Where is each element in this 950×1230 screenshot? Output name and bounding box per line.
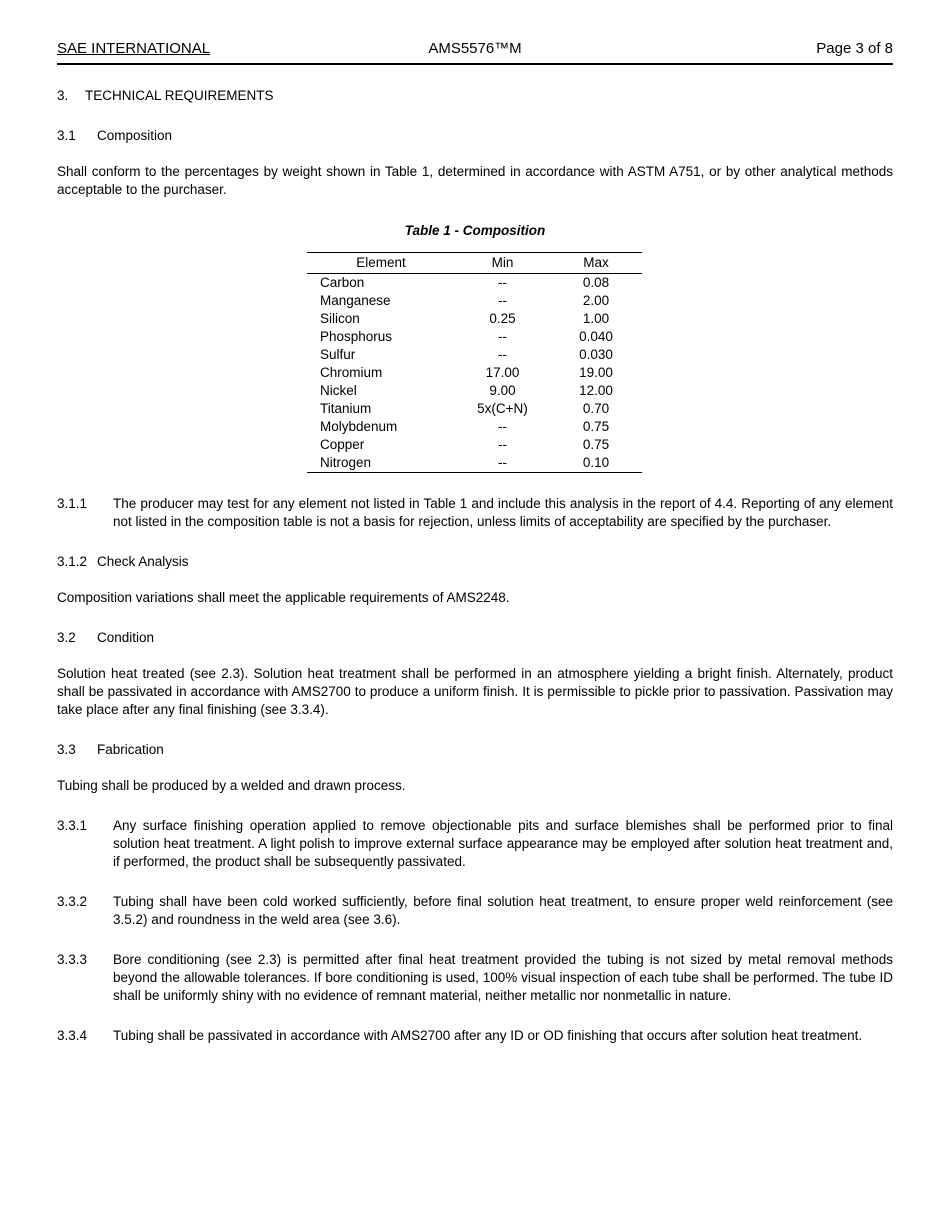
element-cell: Sulfur: [320, 347, 356, 362]
min-cell: 5x(C+N): [477, 401, 528, 416]
header-page-number: Page 3 of 8: [816, 40, 893, 57]
paragraph-number: 3.3.3: [57, 952, 88, 967]
table-row: [307, 382, 642, 400]
paragraph-3-1-2: Composition variations shall meet the applicable requirements of AMS2248.: [57, 590, 510, 605]
paragraph-3-3: Tubing shall be produced by a welded and drawn process.: [57, 778, 406, 793]
section-title: Condition: [97, 630, 155, 645]
table-row: [307, 436, 642, 454]
section-title: Check Analysis: [97, 554, 189, 569]
composition-table-body: [307, 274, 642, 473]
min-cell: --: [498, 419, 507, 434]
table-1-title: Table 1 - Composition: [404, 223, 546, 238]
column-header-max: Max: [583, 255, 609, 270]
paragraph-3-2: Solution heat treated (see 2.3). Solution heat treatment shall be performed in an atmosphere yielding a bright finish. Alternately, product shall be passivated in accordance with AMS2700 to produce a uniform finish. It is permissible to pickle prior to passivation. Passivation may take place after any final finishing (see 3.3.4).: [57, 666, 893, 717]
max-cell: 0.08: [582, 275, 610, 290]
section-number: 3.3: [57, 742, 76, 757]
max-cell: 2.00: [582, 293, 610, 308]
paragraph-3-3-4: [57, 1027, 893, 1045]
min-cell: --: [498, 437, 507, 452]
column-header-min: Min: [491, 255, 514, 270]
paragraph-3-3-2: [57, 893, 893, 929]
section-3-1-2-heading: [57, 553, 893, 571]
paragraph-3-1-1: [57, 495, 893, 531]
table-row: [307, 418, 642, 436]
header-document-number: AMS5576™M: [428, 40, 522, 57]
section-title: TECHNICAL REQUIREMENTS: [85, 88, 274, 103]
section-3-heading: [57, 87, 893, 105]
max-cell: 0.70: [582, 401, 610, 416]
element-cell: Phosphorus: [320, 329, 393, 344]
table-row: [307, 328, 642, 346]
table-row: [307, 274, 642, 293]
column-header-element: Element: [356, 255, 406, 270]
min-cell: 17.00: [485, 365, 520, 380]
element-cell: Silicon: [320, 311, 360, 326]
paragraph-text: Any surface finishing operation applied to remove objectionable pits and surface blemishes shall be performed prior to final solution heat treatment. A light polish to improve external surface appearance may be employed after solution heat treatment and, if performed, the product shall be subsequently passivated.: [113, 818, 893, 869]
min-cell: --: [498, 275, 507, 290]
paragraph-number: 3.3.1: [57, 818, 88, 833]
table-row: [307, 364, 642, 382]
table-header-row: [307, 253, 642, 274]
section-title: Fabrication: [97, 742, 164, 757]
section-number: 3.: [57, 88, 69, 103]
section-3-2-heading: [57, 629, 893, 647]
paragraph-text: Tubing shall have been cold worked sufficiently, before final solution heat treatment, to ensure proper weld reinforcement (see 3.5.2) and roundness in the weld area (see 3.6).: [113, 894, 893, 927]
element-cell: Molybdenum: [320, 419, 398, 434]
table-row: [307, 400, 642, 418]
paragraph-number: 3.3.2: [57, 894, 88, 909]
max-cell: 1.00: [582, 311, 610, 326]
max-cell: 0.040: [579, 329, 613, 344]
element-cell: Titanium: [320, 401, 372, 416]
section-number: 3.2: [57, 630, 76, 645]
element-cell: Copper: [320, 437, 365, 452]
element-cell: Chromium: [320, 365, 383, 380]
table-row: [307, 310, 642, 328]
table-row: [307, 346, 642, 364]
max-cell: 0.75: [582, 437, 610, 452]
section-3-1-heading: [57, 127, 893, 145]
page-header: [57, 40, 893, 65]
paragraph-number: 3.1.1: [57, 496, 88, 511]
min-cell: 0.25: [489, 311, 516, 326]
element-cell: Carbon: [320, 275, 365, 290]
element-cell: Manganese: [320, 293, 391, 308]
max-cell: 12.00: [579, 383, 613, 398]
paragraph-number: 3.3.4: [57, 1028, 88, 1043]
paragraph-3-1: Shall conform to the percentages by weight shown in Table 1, determined in accordance with ASTM A751, or by other analytical methods acceptable to the purchaser.: [57, 164, 893, 197]
min-cell: 9.00: [489, 383, 516, 398]
table-row: [307, 454, 642, 473]
section-number: 3.1.2: [57, 554, 88, 569]
section-number: 3.1: [57, 128, 76, 143]
paragraph-3-3-3: [57, 951, 893, 1005]
max-cell: 0.75: [582, 419, 610, 434]
min-cell: --: [498, 455, 507, 470]
element-cell: Nitrogen: [320, 455, 372, 470]
paragraph-3-3-1: [57, 817, 893, 871]
max-cell: 0.030: [579, 347, 613, 362]
header-organization: SAE INTERNATIONAL: [57, 40, 211, 57]
section-3-3-heading: [57, 741, 893, 759]
max-cell: 19.00: [579, 365, 613, 380]
min-cell: --: [498, 293, 507, 308]
min-cell: --: [498, 347, 507, 362]
paragraph-text: The producer may test for any element not listed in Table 1 and include this analysis in the report of 4.4. Reporting of any element not listed in the composition table is not a basis for rejection, unless limits of acceptability are specified by the purchaser.: [113, 496, 893, 529]
table-row: [307, 292, 642, 310]
max-cell: 0.10: [582, 455, 610, 470]
composition-table: [307, 252, 642, 473]
section-title: Composition: [97, 128, 173, 143]
min-cell: --: [498, 329, 507, 344]
paragraph-text: Tubing shall be passivated in accordance with AMS2700 after any ID or OD finishing that occurs after solution heat treatment.: [113, 1028, 863, 1043]
paragraph-text: Bore conditioning (see 2.3) is permitted after final heat treatment provided the tubing is not sized by metal removal methods beyond the allowable tolerances. If bore conditioning is used, 100% visual inspection of each tube shall be performed. The tube ID shall be uniformly shiny with no evidence of remnant material, neither metallic nor nonmetallic in nature.: [113, 952, 893, 1003]
element-cell: Nickel: [320, 383, 357, 398]
